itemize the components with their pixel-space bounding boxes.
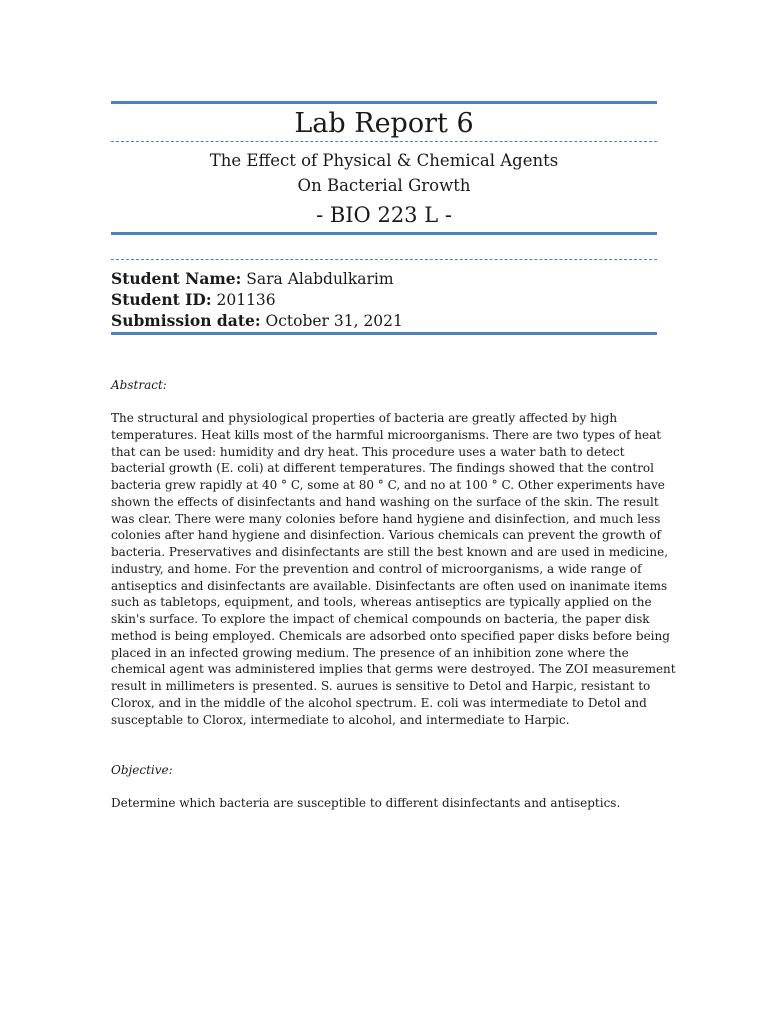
abstract-line: The structural and physiological properties of bacteria are greatly affected by high: [111, 411, 618, 425]
report-subtitle-line2: On Bacterial Growth: [297, 176, 471, 195]
submission-date-row: [111, 310, 403, 332]
abstract-line: that can be used: humidity and dry heat. This procedure uses a water bath to detect: [111, 444, 625, 459]
abstract-line: skin's surface. To explore the impact of chemical compounds on bacteria, the paper disk: [111, 612, 650, 626]
abstract-line: method is being employed. Chemicals are adsorbed onto specified paper disks before being: [111, 628, 670, 643]
student-name-row: [111, 268, 394, 290]
report-subtitle-line1: The Effect of Physical & Chemical Agents: [209, 151, 559, 170]
header-bottom-rule: [111, 232, 657, 235]
student-name-label: Student Name:: [111, 269, 242, 288]
abstract-line: antiseptics and disinfectants are available. Disinfectants are often used on inanimate items: [111, 578, 668, 593]
student-id-label: Student ID:: [111, 290, 212, 309]
abstract-line: susceptable to Clorox, intermediate to alcohol, and intermediate to Harpic.: [111, 712, 570, 727]
submission-date-value: October 31, 2021: [260, 312, 403, 330]
info-dashed-rule: [111, 259, 657, 260]
abstract-line: bacterial growth (E. coli) at different temperatures. The findings showed that the control: [111, 461, 654, 476]
objective-text: Determine which bacteria are susceptible to different disinfectants and antiseptics.: [111, 796, 621, 810]
abstract-heading: Abstract:: [111, 378, 167, 392]
abstract-line: industry, and home. For the prevention and control of microorganisms, a wide range of: [111, 561, 642, 576]
abstract-line: placed in an infected growing medium. The presence of an inhibition zone where the: [111, 645, 629, 660]
abstract-line: bacteria grew rapidly at 40 ° C, some at 80 ° C, and no at 100 ° C. Other experiments have: [111, 478, 665, 492]
top-rule: [111, 101, 657, 104]
student-name-value: Sara Alabdulkarim: [241, 270, 394, 288]
abstract-line: shown the effects of disinfectants and hand washing on the surface of the skin. The result: [111, 494, 659, 509]
submission-date-label: Submission date:: [111, 311, 261, 330]
document-page: [111, 0, 676, 1024]
abstract-line: chemical agent was administered implies that germs were destroyed. The ZOI measurement: [111, 662, 676, 677]
abstract-line: Clorox, and in the middle of the alcohol spectrum. E. coli was intermediate to Detol and: [111, 695, 647, 710]
student-id-row: [111, 289, 276, 311]
report-title: Lab Report 6: [294, 108, 474, 139]
student-id-value: 201136: [211, 291, 276, 309]
course-code: - BIO 223 L -: [316, 203, 452, 227]
abstract-line: colonies after hand hygiene and disinfection. Various chemicals can prevent the growth of: [111, 528, 661, 543]
title-dashed-rule: [111, 141, 657, 142]
abstract-line: result in millimeters is presented. S. aurues is sensitive to Detol and Harpic, resistant to: [111, 679, 651, 693]
abstract-body: [111, 410, 676, 728]
info-bottom-rule: [111, 332, 657, 335]
abstract-line: such as tabletops, equipment, and tools, whereas antiseptics are typically applied on the: [111, 595, 652, 610]
abstract-line: temperatures. Heat kills most of the harmful microorganisms. There are two types of heat: [111, 427, 662, 442]
abstract-line: bacteria. Preservatives and disinfectants are still the best known and are used in medicine,: [111, 545, 669, 559]
objective-heading: Objective:: [111, 763, 173, 777]
abstract-line: was clear. There were many colonies before hand hygiene and disinfection, and much less: [111, 511, 661, 526]
